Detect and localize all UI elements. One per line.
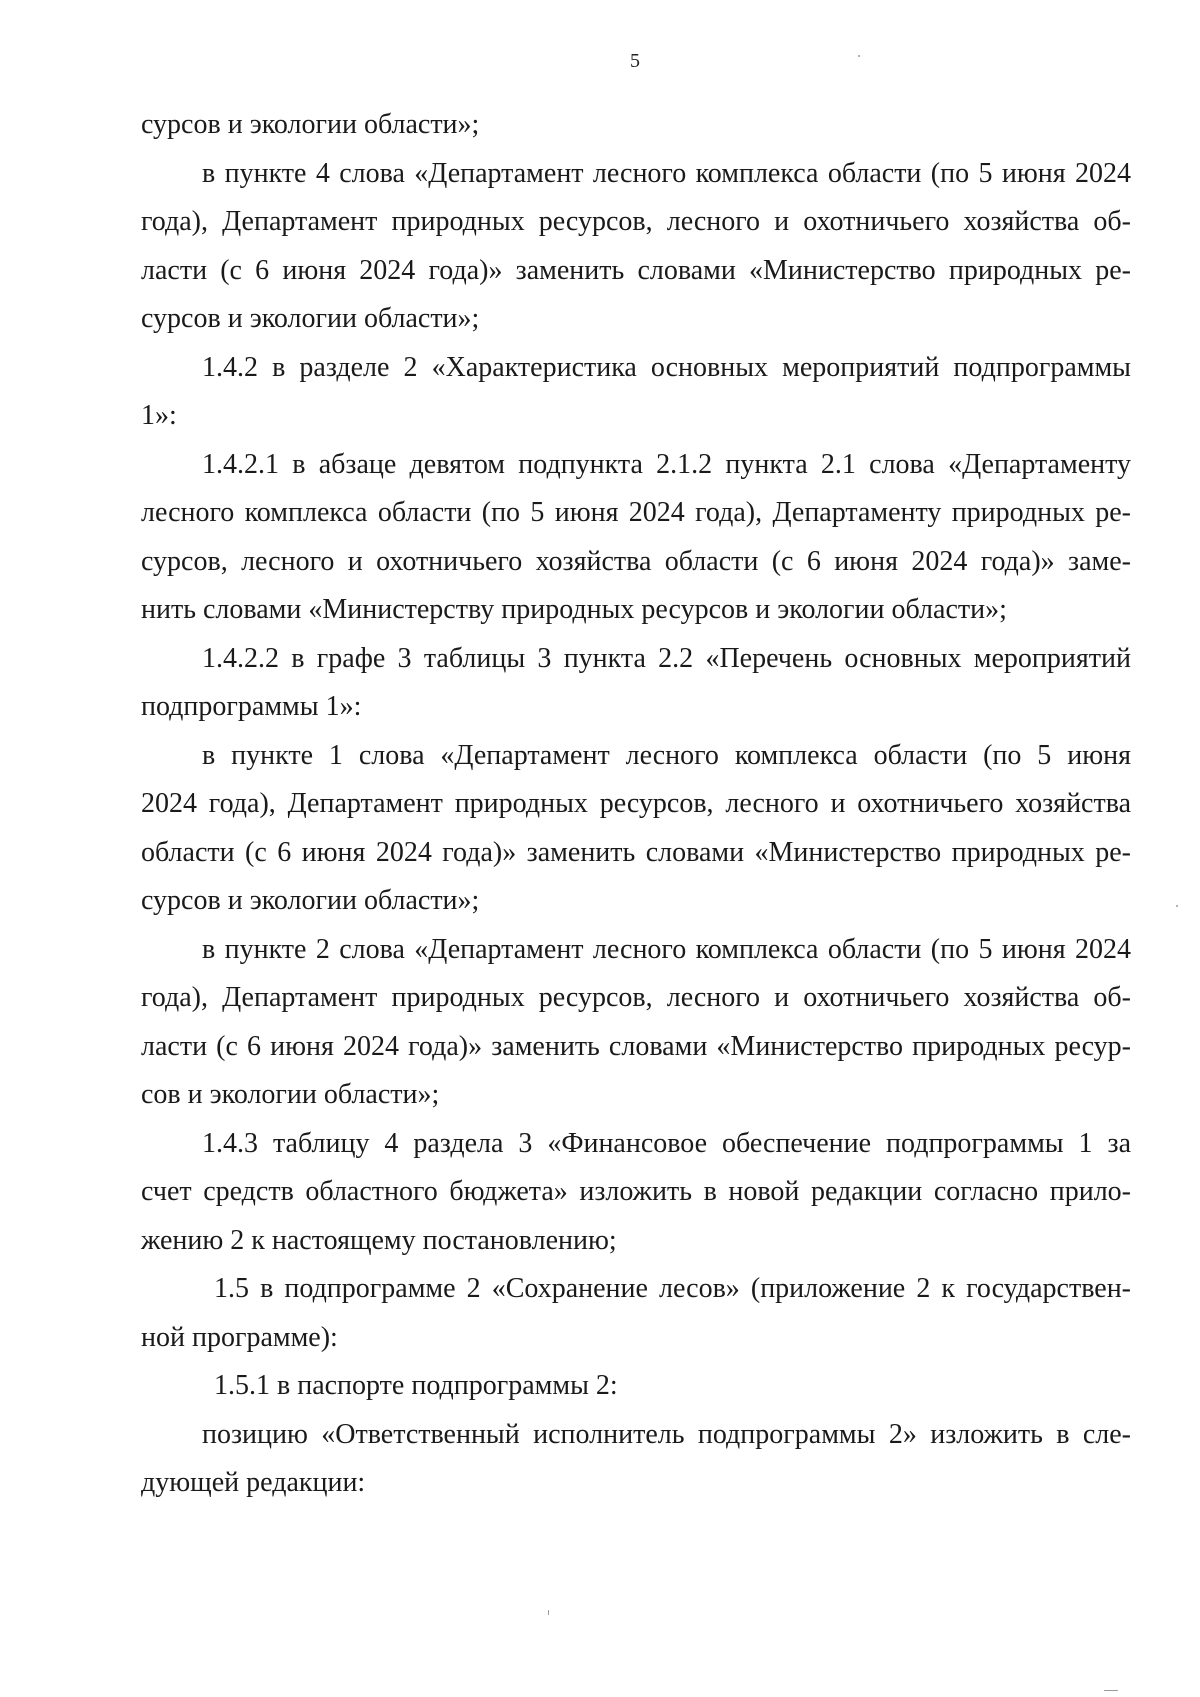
text-line: лесного комплекса области (по 5 июня 2024 года), Департаменту природных ре- (141, 497, 1131, 528)
text-line: 1.4.2 в разделе 2 «Характеристика основных мероприятий подпрограммы (202, 351, 1131, 383)
text-line: нить словами «Министерству природных ресурсов и экологии области»; (141, 594, 1007, 625)
text-line: 2024 года), Департамент природных ресурсов, лесного и охотничьего хозяйства (141, 788, 1131, 819)
text-line: ной программе): (141, 1321, 338, 1353)
text-line: 1.5.1 в паспорте подпрограммы 2: (214, 1370, 618, 1401)
scan-artifact (1104, 1690, 1118, 1691)
text-line: года), Департамент природных ресурсов, лесного и охотничьего хозяйства об- (141, 206, 1131, 237)
text-line: ласти (с 6 июня 2024 года)» заменить словами «Министерство природных ре- (141, 254, 1131, 286)
text-line: жению 2 к настоящему постановлению; (141, 1224, 617, 1256)
text-line: позицию «Ответственный исполнитель подпрограммы 2» изложить в сле- (202, 1418, 1131, 1450)
text-line: подпрограммы 1»: (141, 691, 362, 722)
document-body (141, 101, 1131, 1508)
text-line: года), Департамент природных ресурсов, лесного и охотничьего хозяйства об- (141, 982, 1131, 1013)
text-line: счет средств областного бюджета» изложить в новой редакции согласно прило- (141, 1176, 1131, 1207)
text-line: 1.4.2.2 в графе 3 таблицы 3 пункта 2.2 «Перечень основных мероприятий (202, 642, 1131, 674)
text-line: сурсов и экологии области»; (141, 885, 480, 916)
text-line: 1.4.2.1 в абзаце девятом подпункта 2.1.2 пункта 2.1 слова «Департаменту (202, 448, 1131, 480)
text-line: области (с 6 июня 2024 года)» заменить словами «Министерство природных ре- (141, 836, 1131, 868)
text-line: сов и экологии области»; (141, 1079, 440, 1110)
text-line: в пункте 1 слова «Департамент лесного комплекса области (по 5 июня (202, 739, 1131, 771)
text-line: 1»: (141, 400, 177, 431)
text-line: ласти (с 6 июня 2024 года)» заменить словами «Министерство природных ресур- (141, 1030, 1131, 1062)
text-line: сурсов и экологии области»; (141, 303, 480, 334)
text-line: в пункте 4 слова «Департамент лесного комплекса области (по 5 июня 2024 (202, 157, 1131, 189)
scan-artifact (1176, 905, 1178, 907)
scan-artifact (548, 1610, 549, 1615)
text-line: сурсов и экологии области»; (141, 109, 480, 140)
text-line: сурсов, лесного и охотничьего хозяйства области (с 6 июня 2024 года)» заме- (141, 545, 1131, 577)
text-line: в пункте 2 слова «Департамент лесного комплекса области (по 5 июня 2024 (202, 933, 1131, 965)
scan-artifact (858, 55, 860, 57)
page-number: 5 (630, 50, 640, 72)
text-line: дующей редакции: (141, 1467, 366, 1498)
text-line: 1.4.3 таблицу 4 раздела 3 «Финансовое обеспечение подпрограммы 1 за (202, 1127, 1131, 1159)
text-line: 1.5 в подпрограмме 2 «Сохранение лесов» (приложение 2 к государствен- (214, 1273, 1131, 1304)
